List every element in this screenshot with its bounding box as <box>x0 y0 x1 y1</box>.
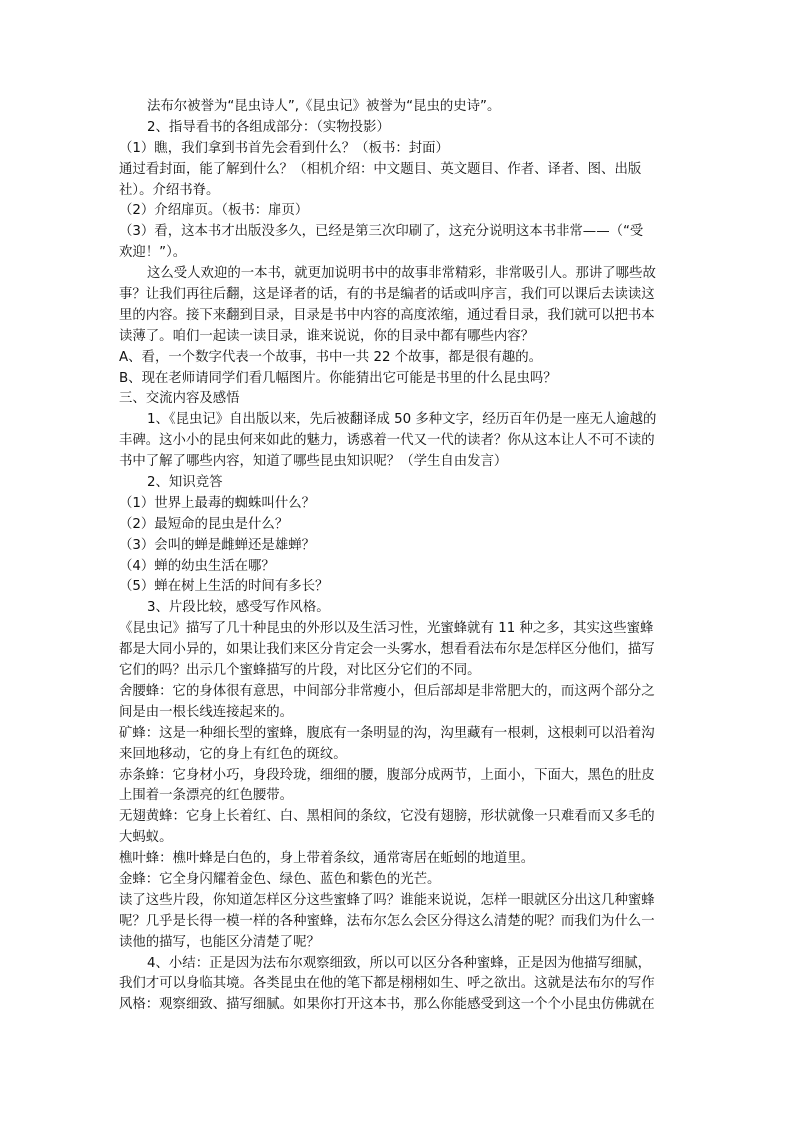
text-line: 这么受人欢迎的一本书，就更加说明书中的故事非常精彩，非常吸引人。那讲了哪些故 <box>147 266 656 282</box>
text-line: 4、小结：正是因为法布尔观察细致，所以可以区分各种蜜蜂，正是因为他描写细腻， <box>147 955 651 971</box>
text-line: 欢迎！”）。 <box>119 245 187 261</box>
text-line: 三、交流内容及感悟 <box>119 391 240 407</box>
text-line: 法布尔被誉为“昆虫诗人”,《昆虫记》被誉为“昆虫的史诗”。 <box>147 99 501 114</box>
text-line: 来回地移动，它的身上有红色的斑纹。 <box>119 746 347 762</box>
text-line: 赤条蜂：它身材小巧，身段玲珑，细细的腰，腹部分成两节，上面小，下面大，黑色的肚皮 <box>119 767 655 783</box>
text-line: （2）介绍扉页。（板书：扉页） <box>119 203 309 219</box>
text-line: 风格：观察细致、描写细腻。如果你打开这本书，那么你能感受到这一个个小昆虫仿佛就在 <box>119 997 655 1013</box>
text-line: （3）看，这本书才出版没多久，已经是第三次印刷了，这充分说明这本书非常——（“受 <box>119 224 644 240</box>
text-line: 社）。介绍书脊。 <box>119 182 220 198</box>
document-body <box>119 97 675 1016</box>
text-line: 1、《昆虫记》自出版以来，先后被翻译成 50 多种文字，经历百年仍是一座无人逾越的 <box>147 412 657 428</box>
text-line: 3、片段比较，感受写作风格。 <box>147 600 330 616</box>
text-line: 读薄了。咱们一起读一读目录，谁来说说，你的目录中都有哪些内容？ <box>119 328 535 344</box>
text-line: （2）最短命的昆虫是什么？ <box>119 516 289 532</box>
text-line: （3）会叫的蝉是雌蝉还是雄蝉？ <box>119 537 315 553</box>
text-line: 读他的描写，也能区分清楚了呢？ <box>119 934 320 950</box>
text-line: 通过看封面，能了解到什么？（相机介绍：中文题目、英文题目、作者、译者、图、出版 <box>119 161 642 177</box>
text-line: 大蚂蚁。 <box>119 830 173 846</box>
text-line: B、现在老师请同学们看几幅图片。你能猜出它可能是书里的什么昆虫吗？ <box>119 370 557 386</box>
text-line: 里的内容。接下来翻到目录，目录是书中内容的高度浓缩，通过看目录，我们就可以把书本 <box>119 307 655 323</box>
text-line: 都是大同小异的，如果让我们来区分肯定会一头雾水，想看看法布尔是怎样区分他们，描写 <box>119 642 655 658</box>
text-line: 我们才可以身临其境。各类昆虫在他的笔下都是栩栩如生、呼之欲出。这就是法布尔的写作 <box>119 976 655 992</box>
text-line: 2、知识竞答 <box>147 475 223 491</box>
text-line: A、看，一个数字代表一个故事，书中一共 22 个故事，都是很有趣的。 <box>119 349 543 365</box>
text-line: 丰碑。这小小的昆虫何来如此的魅力，诱惑着一代又一代的读者？你从这本让人不可不读的 <box>119 433 655 449</box>
text-line: 上围着一条漂亮的红色腰带。 <box>119 788 294 804</box>
text-line: （4）蝉的幼虫生活在哪？ <box>119 558 275 574</box>
text-line: 间是由一根长线连接起来的。 <box>119 704 294 720</box>
text-line: 樵叶蜂：樵叶蜂是白色的，身上带着条纹，通常寄居在蚯蚓的地道里。 <box>119 851 535 867</box>
text-line: （5）蝉在树上生活的时间有多长？ <box>119 579 329 595</box>
text-line: 金蜂：它全身闪耀着金色、绿色、蓝色和紫色的光芒。 <box>119 871 441 887</box>
text-line: 呢？几乎是长得一模一样的各种蜜蜂，法布尔怎么会区分得这么清楚的呢？而我们为什么一 <box>119 913 655 929</box>
text-line: （1）世界上最毒的蜘蛛叫什么？ <box>119 495 315 511</box>
text-line: （1）瞧，我们拿到书首先会看到什么？（板书：封面） <box>119 140 449 156</box>
text-line: 舍腰蜂：它的身体很有意思，中间部分非常瘦小，但后部却是非常肥大的，而这两个部分之 <box>119 683 655 699</box>
text-line: 矿蜂：这是一种细长型的蜜蜂，腹底有一条明显的沟，沟里藏有一根刺，这根刺可以沿着沟 <box>119 725 655 741</box>
text-line: 事？让我们再往后翻，这是译者的话，有的书是编者的话或叫序言，我们可以课后去读读这 <box>119 287 655 303</box>
text-line: 无翅黄蜂：它身上长着红、白、黑相间的条纹，它没有翅膀，形状就像一只难看而又多毛的 <box>119 809 655 825</box>
text-line: 2、指导看书的各组成部分：（实物投影） <box>147 119 390 135</box>
text-line: 它们的吗？出示几个蜜蜂描写的片段，对比区分它们的不同。 <box>119 663 481 679</box>
text-line: 读了这些片段，你知道怎样区分这些蜜蜂了吗？谁能来说说，怎样一眼就区分出这几种蜜蜂 <box>119 892 655 908</box>
text-line: 书中了解了哪些内容，知道了哪些昆虫知识呢？（学生自由发言） <box>119 454 508 470</box>
text-line: 《昆虫记》描写了几十种昆虫的外形以及生活习性，光蜜蜂就有 11 种之多，其实这些蜜蜂 <box>119 621 654 637</box>
